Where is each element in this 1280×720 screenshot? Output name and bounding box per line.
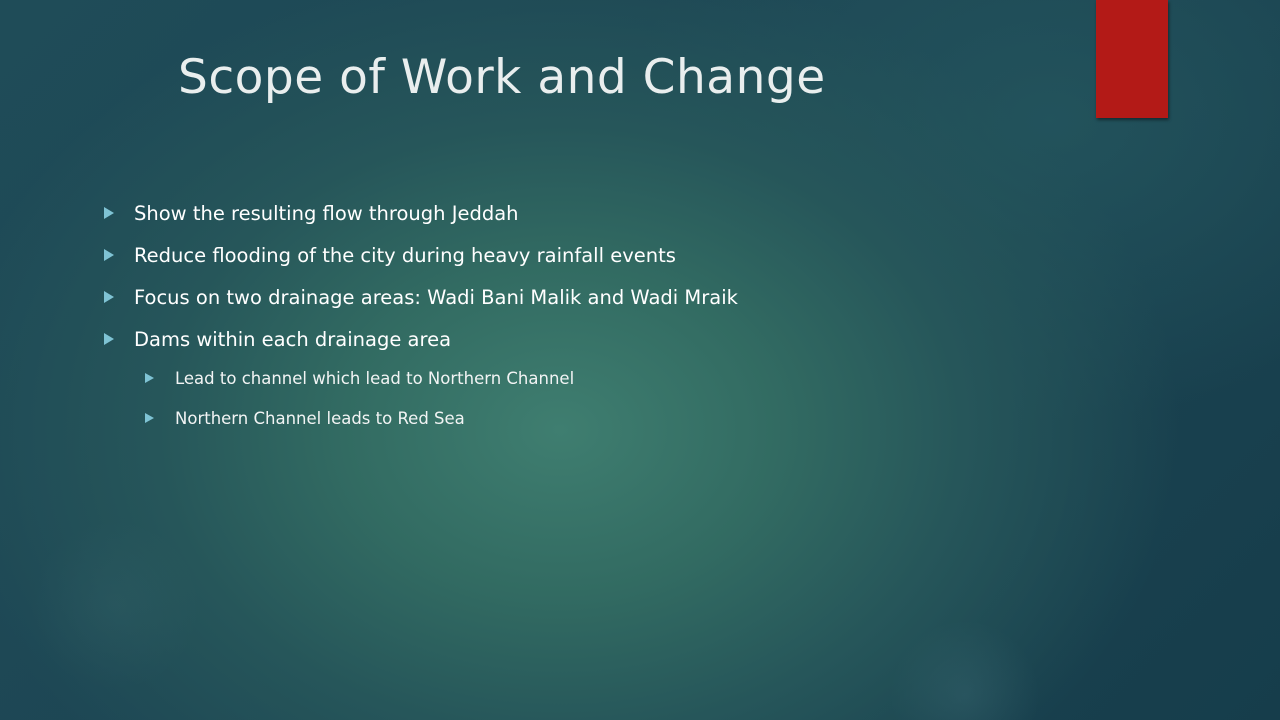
arrow-right-icon xyxy=(104,207,114,219)
sub-bullet-text: Lead to channel which lead to Northern Channel xyxy=(175,368,575,388)
arrow-right-icon xyxy=(104,333,114,345)
arrow-right-icon xyxy=(145,413,154,423)
bullet-text: Reduce flooding of the city during heavy rainfall events xyxy=(134,243,676,267)
arrow-right-icon xyxy=(104,249,114,261)
arrow-right-icon xyxy=(145,373,154,383)
bullet-text: Focus on two drainage areas: Wadi Bani Malik and Wadi Mraik xyxy=(134,285,738,309)
slide-title: Scope of Work and Change xyxy=(178,50,826,105)
bullet-item xyxy=(104,281,1064,313)
background-bokeh xyxy=(30,520,200,690)
bullet-item xyxy=(104,323,1064,355)
arrow-right-icon xyxy=(104,291,114,303)
sub-bullet-item xyxy=(104,405,1064,431)
bullet-item xyxy=(104,239,1064,271)
sub-bullet-item xyxy=(104,365,1064,391)
bullet-item xyxy=(104,197,1064,229)
background-bokeh xyxy=(890,620,1040,720)
sub-bullet-text: Northern Channel leads to Red Sea xyxy=(175,408,465,428)
bullet-list xyxy=(104,197,1064,445)
bullet-text: Show the resulting flow through Jeddah xyxy=(134,201,519,225)
bullet-text: Dams within each drainage area xyxy=(134,327,452,351)
red-accent-bar xyxy=(1096,0,1168,118)
